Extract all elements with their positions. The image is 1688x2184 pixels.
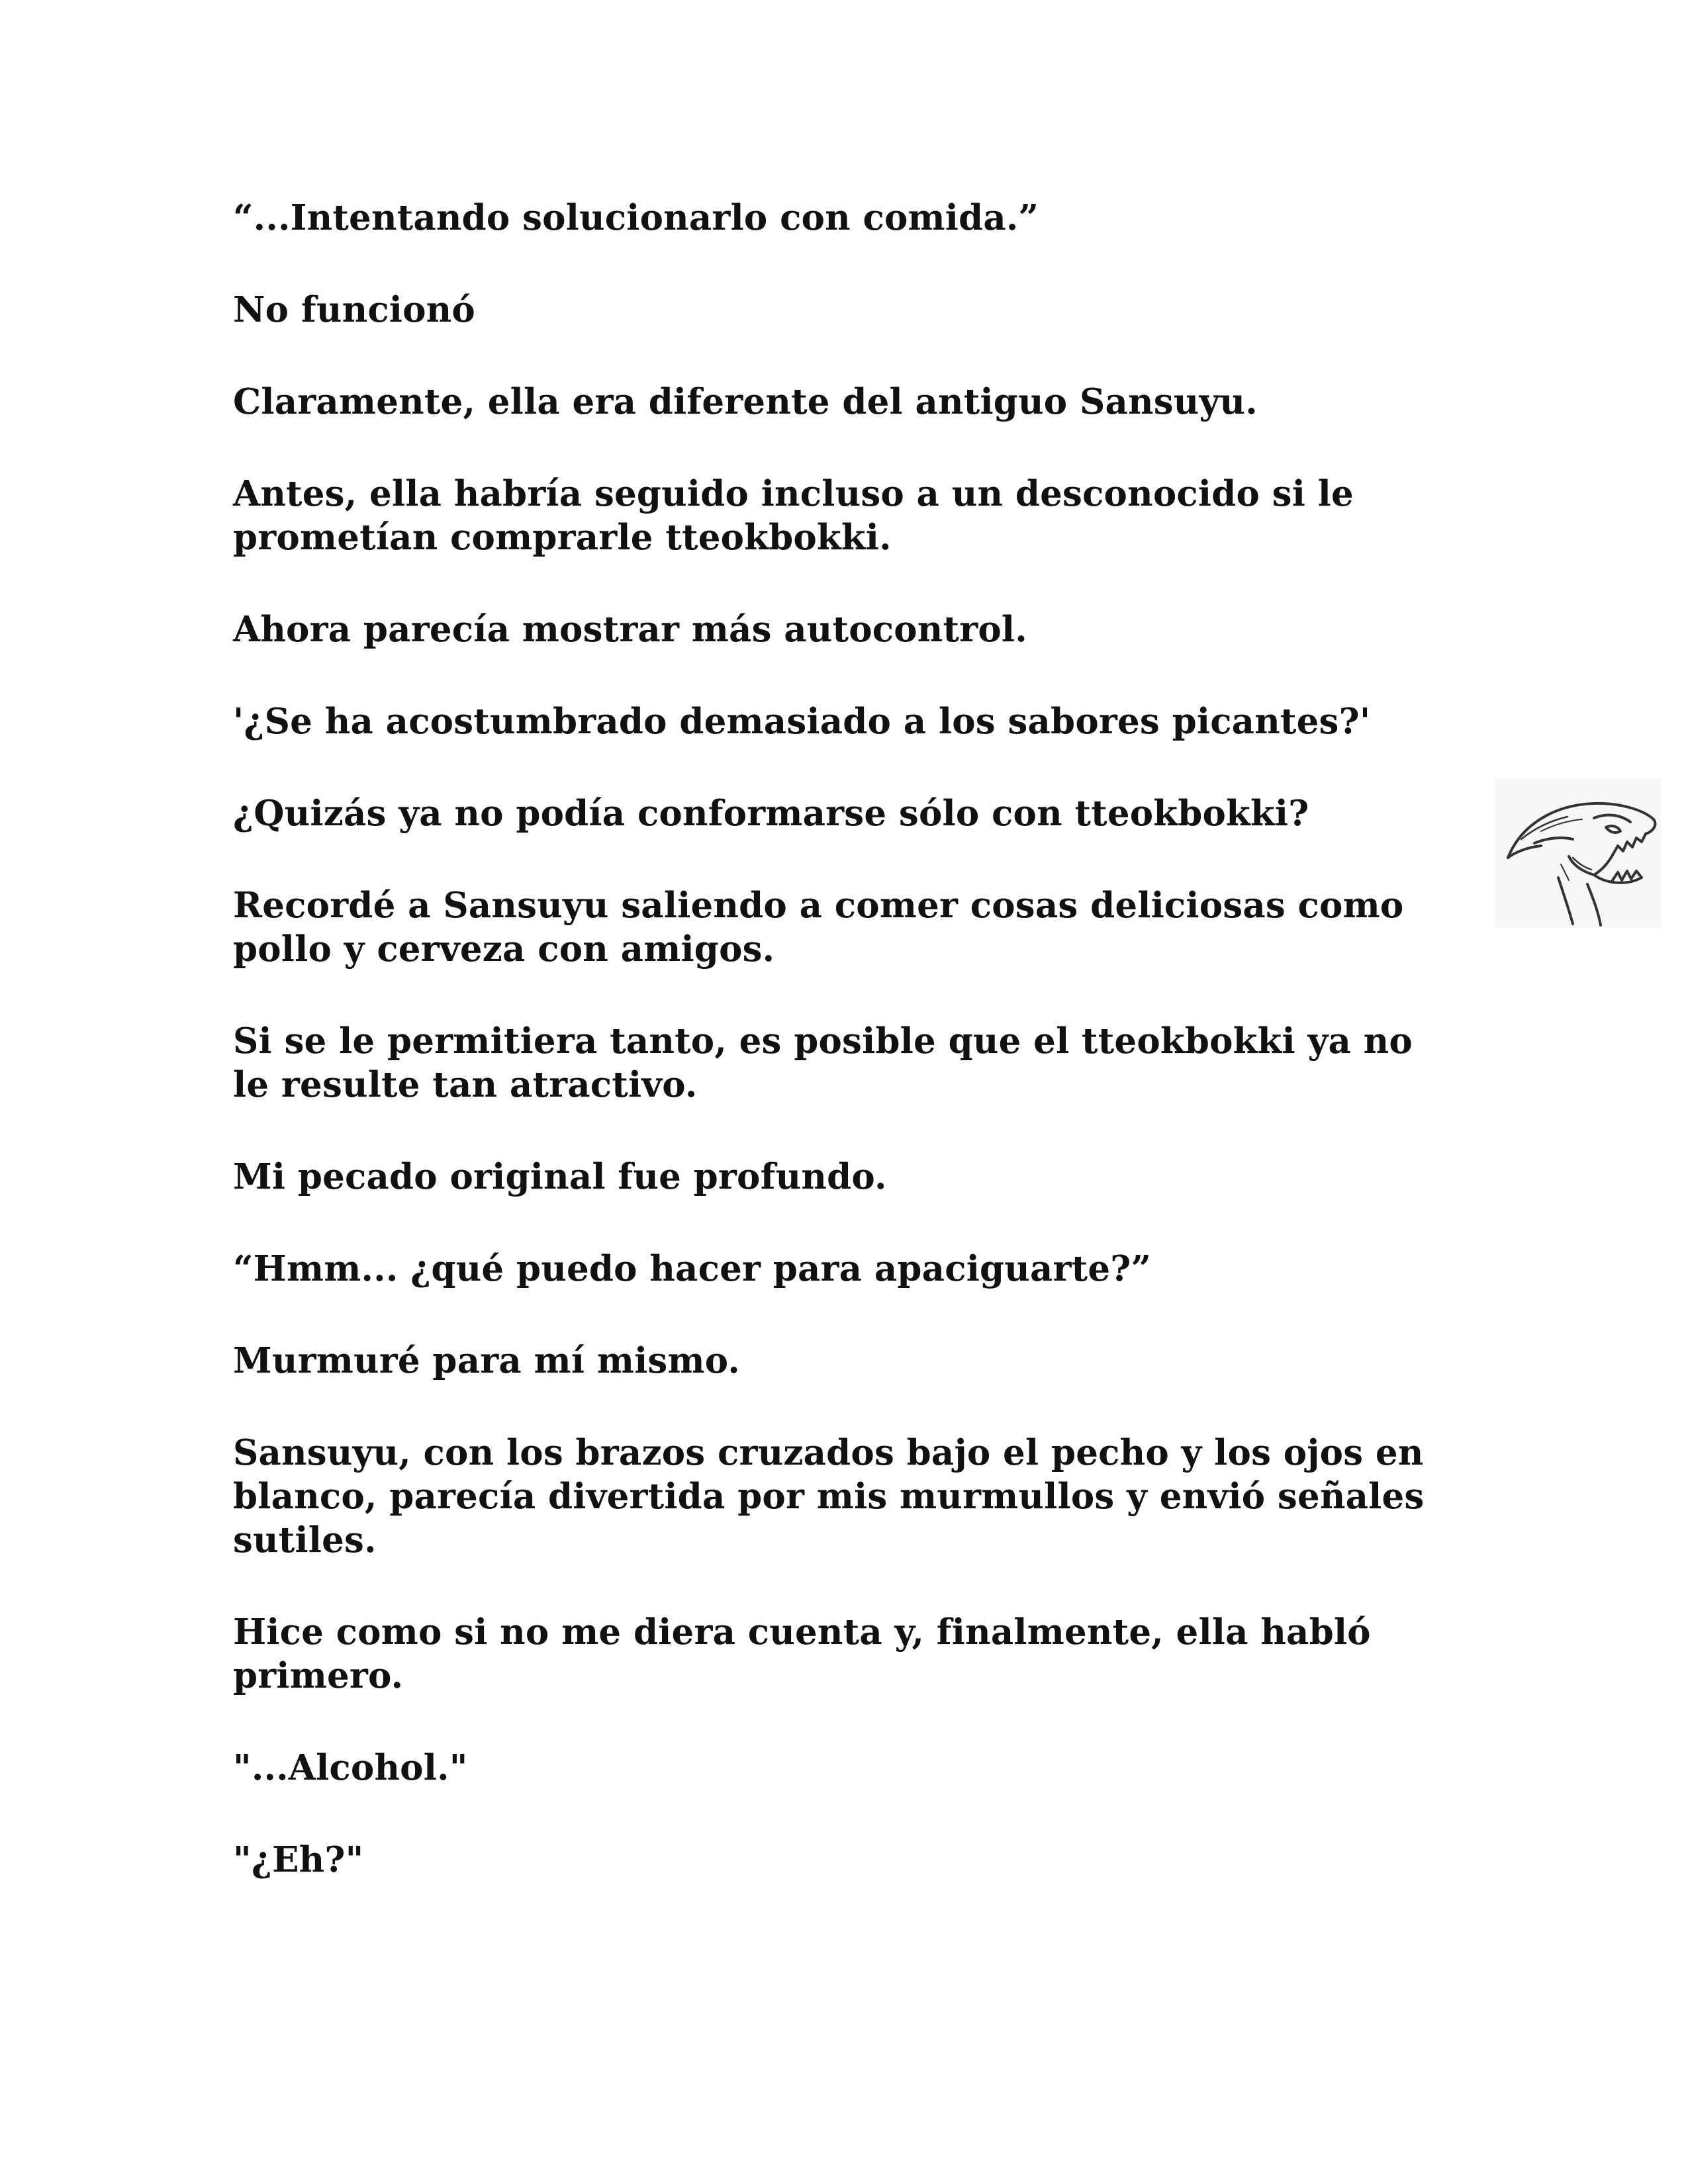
paragraph-13: Sansuyu, con los brazos cruzados bajo el pecho y los ojos en blanco, parecía divertida por mis murmullos y envió señales sutiles.: [233, 1432, 1425, 1561]
paragraph-6: '¿Se ha acostumbrado demasiado a los sabores picantes?': [233, 701, 1371, 742]
document-body: [233, 196, 1458, 1930]
paragraph-12: Murmuré para mí mismo.: [233, 1340, 741, 1381]
paragraph-5: Ahora parecía mostrar más autocontrol.: [233, 609, 1027, 650]
paragraph-1: “...Intentando solucionarlo con comida.”: [233, 197, 1039, 238]
paragraph-4: Antes, ella habría seguido incluso a un desconocido si le prometían comprarle tteokbokki.: [233, 473, 1354, 558]
paragraph-2: No funcionó: [233, 289, 475, 330]
dinosaur-head-icon: [1495, 778, 1662, 928]
paragraph-9: Si se le permitiera tanto, es posible que el tteokbokki ya no le resulte tan atractivo.: [233, 1021, 1413, 1105]
paragraph-16: "¿Eh?": [233, 1839, 364, 1880]
paragraph-14: Hice como si no me diera cuenta y, finalmente, ella habló primero.: [233, 1612, 1371, 1696]
paragraph-7: ¿Quizás ya no podía conformarse sólo con tteokbokki?: [233, 793, 1309, 834]
paragraph-11: “Hmm... ¿qué puedo hacer para apaciguarte?”: [233, 1248, 1152, 1289]
paragraph-3: Claramente, ella era diferente del antiguo Sansuyu.: [233, 381, 1258, 422]
paragraph-15: "...Alcohol.": [233, 1747, 468, 1788]
paragraph-8: Recordé a Sansuyu saliendo a comer cosas deliciosas como pollo y cerveza con amigos.: [233, 885, 1404, 970]
paragraph-10: Mi pecado original fue profundo.: [233, 1156, 887, 1197]
